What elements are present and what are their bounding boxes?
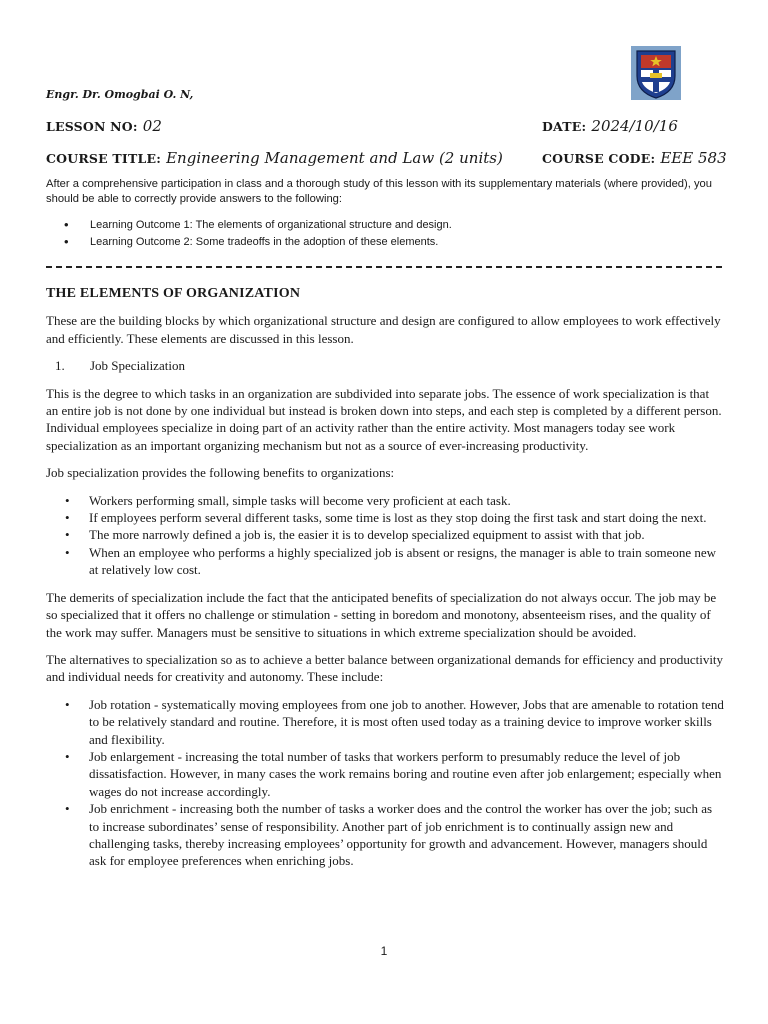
paragraph-alternatives-intro: The alternatives to specialization so as to achieve a better balance between organizational demands for efficiency and productivity and individual needs for creativity and autonomy. These include: [46,651,724,685]
section-divider [46,266,722,278]
course-row [46,148,727,167]
paragraph-benefits-intro: Job specialization provides the following benefits to organizations: [46,465,395,481]
paragraph-definition: This is the degree to which tasks in an organization are subdivided into separate jobs. The essence of work specialization is that an entire job is not done by one individual but instead is broken down into steps, and each step is completed by a different person. Individual employees specialize in doing part of an activity rather than the entire activity. Most managers today see work specialization as an important organizing mechanism but not as a source of ever-increasing productivity. [46,385,722,453]
lesson-row [46,116,722,135]
list-item: • Job enlargement - increasing the total number of tasks that workers perform to presumably reduce the level of job dissatisfaction. However, in many cases the work remains boring and routine even after job enlargement; especially when wages do not increase accordingly. [46,748,724,800]
paragraph-demerits: The demerits of specialization include the fact that the anticipated benefits of specialization do not always occur. The job may be so specialized that it offers no challenge or stimulation - setting in boredom and monotony, absenteeism rises, and the quality of the work may suffer. Managers must be sensitive to situations in which extreme specialization should be avoided. [46,589,717,640]
author-name: Engr. Dr. Omogbai O. N, [46,88,194,101]
course-code-group [542,148,727,167]
date-label: DATE: [542,119,587,134]
item-title: Job Specialization [90,358,185,374]
lesson-label: LESSON NO: [46,119,138,134]
list-item: • The more narrowly defined a job is, the easier it is to develop specialized equipment to assist with that job. [46,526,724,543]
lesson-number: 02 [142,117,162,135]
date-group [542,116,678,135]
list-item: • When an employee who performs a highly specialized job is absent or resigns, the manager is able to train someone new at relatively low cost. [46,544,724,579]
alternatives-list [46,696,724,870]
course-title-label: COURSE TITLE: [46,151,162,166]
paragraph-intro: These are the building blocks by which organizational structure and design are configured to allow employees to work effectively and efficiently. These elements are discussed in this lesson. [46,313,721,346]
numbered-subheading [46,357,724,374]
course-code: EEE 583 [660,149,727,167]
page-number: 1 [380,944,388,958]
learning-outcome-item: • Learning Outcome 1: The elements of organizational structure and design. [64,217,452,234]
course-code-label: COURSE CODE: [542,151,656,166]
learning-outcome-item: • Learning Outcome 2: Some tradeoffs in the adoption of these elements. [64,234,452,251]
benefits-list [46,492,724,579]
list-item: • Job rotation - systematically moving employees from one job to another. However, Jobs that are amenable to rotation tend to be relatively standard and routine. Therefore, it is most often used today as a training device to improve worker skills and flexibility. [46,696,724,748]
university-crest-icon [631,46,681,100]
course-title: Engineering Management and Law (2 units) [166,149,503,167]
intro-paragraph: After a comprehensive participation in class and a thorough study of this lesson with its supplementary materials (where provided), you should be able to correctly provide answers to the following: [46,178,712,205]
lesson-body [46,285,724,880]
item-number: 1. [55,358,65,374]
list-item: • Job enrichment - increasing both the number of tasks a worker does and the control the worker has over the job; such as to increase subordinates’ sense of responsibility. Another part of job enrichment is to continually assign new and challenging tasks, thereby increasing employees’ opportunity for growth and advancement. However, managers should ask for employee preferences when enriching jobs. [46,800,724,870]
list-item: • Workers performing small, simple tasks will become very proficient at each task. [46,492,724,509]
learning-outcomes-list [64,217,452,250]
date-value: 2024/10/16 [591,117,678,135]
list-item: • If employees perform several different tasks, some time is lost as they stop doing the first task and start doing the next. [46,509,724,526]
section-heading: THE ELEMENTS OF ORGANIZATION [46,286,301,301]
